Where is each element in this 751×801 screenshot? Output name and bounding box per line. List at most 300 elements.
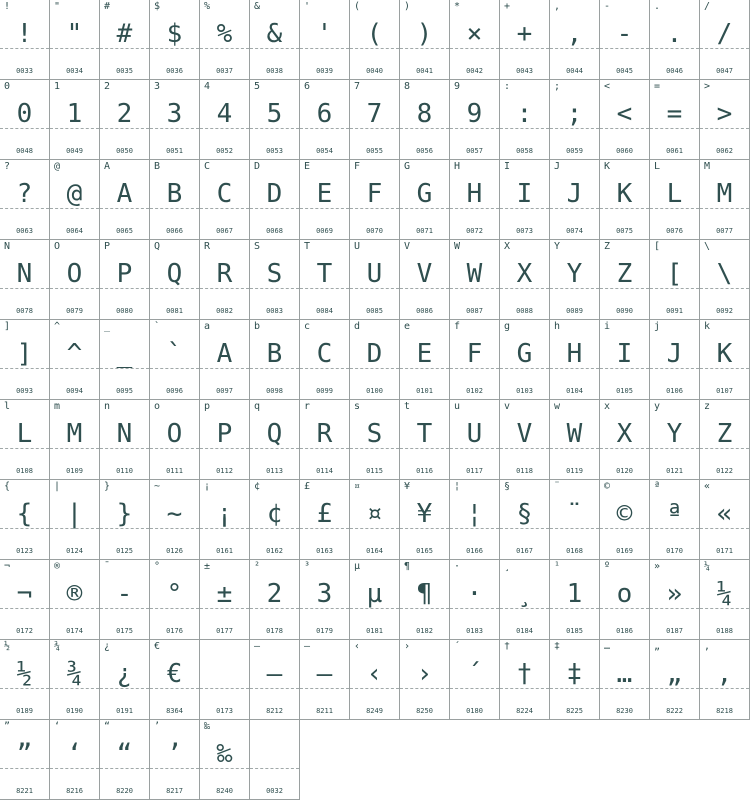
glyph-cell-label: z <box>704 401 711 412</box>
glyph-cell <box>500 480 550 560</box>
glyph-code: 0049 <box>66 147 83 155</box>
glyph-cell-label: & <box>254 1 261 12</box>
glyph-sample: B <box>166 179 183 209</box>
glyph-cell-label: @ <box>54 161 61 172</box>
glyph-code: 0086 <box>416 307 433 315</box>
glyph-sample: ¬ <box>16 579 33 609</box>
glyph-cell-label: e <box>404 321 411 332</box>
glyph-cell-label: 2 <box>104 81 111 92</box>
glyph-cell-label: H <box>454 161 461 172</box>
glyph-cell <box>650 640 700 720</box>
glyph-cell-label: ) <box>404 1 411 12</box>
glyph-code: 0058 <box>516 147 533 155</box>
glyph-code: 0043 <box>516 67 533 75</box>
glyph-cell-label: § <box>504 481 511 492</box>
glyph-cell-label: R <box>204 241 211 252</box>
glyph-code: 0176 <box>166 627 183 635</box>
glyph-cell-label: $ <box>154 1 161 12</box>
glyph-sample: O <box>166 419 183 449</box>
glyph-cell <box>400 320 450 400</box>
glyph-cell <box>700 640 750 720</box>
glyph-code: 8250 <box>416 707 433 715</box>
glyph-code: 0094 <box>66 387 83 395</box>
glyph-sample: I <box>616 339 633 369</box>
glyph-code: 0186 <box>616 627 633 635</box>
glyph-cell-label: 6 <box>304 81 311 92</box>
glyph-cell <box>450 320 500 400</box>
glyph-cell <box>0 480 50 560</box>
glyph-cell <box>0 720 50 800</box>
glyph-sample: K <box>716 339 733 369</box>
glyph-cell-label: ¹ <box>554 561 561 572</box>
glyph-cell <box>350 480 400 560</box>
glyph-sample: + <box>516 19 533 49</box>
glyph-cell <box>700 80 750 160</box>
glyph-code: 8240 <box>216 787 233 795</box>
glyph-code: 0183 <box>466 627 483 635</box>
glyph-code: 0079 <box>66 307 83 315</box>
glyph-cell <box>250 320 300 400</box>
glyph-code: 0171 <box>716 547 733 555</box>
glyph-sample: 2 <box>116 99 133 129</box>
glyph-sample: 3 <box>316 579 333 609</box>
glyph-sample: ' <box>316 19 333 49</box>
glyph-cell-label: d <box>354 321 361 332</box>
glyph-cell-label: > <box>704 81 711 92</box>
glyph-sample: Y <box>566 259 583 289</box>
glyph-cell-label: E <box>304 161 311 172</box>
glyph-cell-label: J <box>554 161 561 172</box>
glyph-cell-label: 7 <box>354 81 361 92</box>
glyph-cell <box>650 0 700 80</box>
glyph-code: 0034 <box>66 67 83 75</box>
glyph-sample: ’ <box>166 739 183 769</box>
glyph-cell-label: ” <box>4 721 11 732</box>
glyph-code: 0044 <box>566 67 583 75</box>
glyph-sample: L <box>666 179 683 209</box>
glyph-code: 0112 <box>216 467 233 475</box>
glyph-sample: × <box>466 19 483 49</box>
glyph-code: 0033 <box>16 67 33 75</box>
glyph-sample: < <box>616 99 633 129</box>
glyph-sample: ° <box>166 579 183 609</box>
glyph-cell-label: — <box>254 641 261 652</box>
glyph-sample: - <box>616 19 633 49</box>
glyph-sample: ! <box>16 19 33 49</box>
glyph-cell <box>600 240 650 320</box>
glyph-sample: R <box>316 419 333 449</box>
glyph-cell-label: k <box>704 321 711 332</box>
glyph-sample: ¤ <box>366 499 383 529</box>
glyph-code: 0072 <box>466 227 483 235</box>
glyph-sample: Z <box>716 419 733 449</box>
glyph-code: 0167 <box>516 547 533 555</box>
glyph-sample: 1 <box>566 579 583 609</box>
glyph-code: 0059 <box>566 147 583 155</box>
glyph-cell <box>250 400 300 480</box>
glyph-cell-label: " <box>54 1 61 12</box>
glyph-sample: ® <box>66 579 83 609</box>
glyph-cell-label: l <box>4 401 11 412</box>
glyph-cell <box>300 480 350 560</box>
glyph-cell <box>300 640 350 720</box>
glyph-sample: , <box>716 659 733 689</box>
glyph-sample: P <box>116 259 133 289</box>
glyph-sample: 8 <box>416 99 433 129</box>
glyph-code: 0070 <box>366 227 383 235</box>
glyph-sample: P <box>216 419 233 449</box>
glyph-cell-label: ’ <box>154 721 161 732</box>
glyph-cell-label: G <box>404 161 411 172</box>
glyph-cell <box>150 560 200 640</box>
glyph-cell <box>300 240 350 320</box>
glyph-cell-label: V <box>404 241 411 252</box>
glyph-cell <box>700 560 750 640</box>
glyph-sample: … <box>616 659 633 689</box>
glyph-cell-label: T <box>304 241 311 252</box>
glyph-sample: " <box>66 19 83 49</box>
glyph-cell-label: ] <box>4 321 11 332</box>
glyph-cell-label: ‡ <box>554 641 561 652</box>
glyph-code: 0091 <box>666 307 683 315</box>
glyph-sample: X <box>516 259 533 289</box>
glyph-code: 0110 <box>116 467 133 475</box>
glyph-cell-label: } <box>104 481 111 492</box>
glyph-code: 0178 <box>266 627 283 635</box>
glyph-sample: [ <box>666 259 683 289</box>
glyph-cell <box>250 480 300 560</box>
glyph-cell <box>450 560 500 640</box>
glyph-code: 0076 <box>666 227 683 235</box>
glyph-sample: « <box>716 499 733 529</box>
glyph-cell <box>300 0 350 80</box>
glyph-cell-label: g <box>504 321 511 332</box>
glyph-sample: Q <box>166 259 183 289</box>
glyph-code: 0187 <box>666 627 683 635</box>
glyph-sample: Z <box>616 259 633 289</box>
glyph-sample: 1 <box>66 99 83 129</box>
glyph-cell-label: y <box>654 401 661 412</box>
glyph-cell <box>0 240 50 320</box>
glyph-cell-label: 5 <box>254 81 261 92</box>
glyph-cell <box>650 160 700 240</box>
glyph-cell-label: t <box>404 401 411 412</box>
glyph-code: 0191 <box>116 707 133 715</box>
glyph-cell-label: ? <box>4 161 11 172</box>
glyph-cell <box>700 320 750 400</box>
glyph-code: 0085 <box>366 307 383 315</box>
glyph-sample: ¡ <box>216 499 233 529</box>
glyph-code: 0098 <box>266 387 283 395</box>
glyph-code: 0116 <box>416 467 433 475</box>
glyph-cell-label: ¼ <box>704 561 711 572</box>
glyph-code: 8230 <box>616 707 633 715</box>
glyph-sample: I <box>516 179 533 209</box>
glyph-cell-label: º <box>604 561 611 572</box>
glyph-code: 0111 <box>166 467 183 475</box>
glyph-cell-label: x <box>604 401 611 412</box>
glyph-code: 0095 <box>116 387 133 395</box>
glyph-code: 0124 <box>66 547 83 555</box>
glyph-cell <box>700 480 750 560</box>
glyph-code: 0121 <box>666 467 683 475</box>
glyph-cell-label: ^ <box>54 321 61 332</box>
glyph-cell-label: o <box>154 401 161 412</box>
glyph-code: 0100 <box>366 387 383 395</box>
glyph-cell <box>600 400 650 480</box>
glyph-sample: T <box>316 259 333 289</box>
glyph-sample: D <box>266 179 283 209</box>
glyph-sample: ^ <box>66 339 83 369</box>
glyph-sample: X <box>616 419 633 449</box>
glyph-code: 0081 <box>166 307 183 315</box>
glyph-sample: R <box>216 259 233 289</box>
glyph-code: 0106 <box>666 387 683 395</box>
glyph-sample: ‡ <box>566 659 583 689</box>
glyph-sample: M <box>66 419 83 449</box>
glyph-code: 0050 <box>116 147 133 155</box>
glyph-code: 0169 <box>616 547 633 555</box>
glyph-code: 0164 <box>366 547 383 555</box>
glyph-cell <box>50 720 100 800</box>
glyph-cell-label: 1 <box>54 81 61 92</box>
glyph-cell <box>500 320 550 400</box>
glyph-cell <box>400 0 450 80</box>
glyph-sample: K <box>616 179 633 209</box>
glyph-cell-label: S <box>254 241 261 252</box>
glyph-cell-label: B <box>154 161 161 172</box>
glyph-cell <box>150 240 200 320</box>
glyph-code: 0093 <box>16 387 33 395</box>
glyph-cell-label: n <box>104 401 111 412</box>
glyph-sample: „ <box>666 659 683 689</box>
glyph-cell <box>50 480 100 560</box>
glyph-sample: D <box>366 339 383 369</box>
glyph-code: 0107 <box>716 387 733 395</box>
glyph-code: 0061 <box>666 147 683 155</box>
glyph-sample: { <box>16 499 33 529</box>
glyph-cell <box>200 640 250 720</box>
glyph-code: 0180 <box>466 707 483 715</box>
glyph-code: 0163 <box>316 547 333 555</box>
glyph-cell <box>550 640 600 720</box>
glyph-sample: # <box>116 19 133 49</box>
glyph-cell-label: . <box>654 1 661 12</box>
glyph-cell <box>250 640 300 720</box>
glyph-cell <box>300 160 350 240</box>
glyph-cell-label: Q <box>154 241 161 252</box>
glyph-cell-label: \ <box>704 241 711 252</box>
glyph-cell-label: µ <box>354 561 361 572</box>
glyph-cell <box>100 720 150 800</box>
glyph-code: 0190 <box>66 707 83 715</box>
glyph-cell <box>100 240 150 320</box>
glyph-sample: A <box>216 339 233 369</box>
glyph-cell <box>300 560 350 640</box>
glyph-code: 0097 <box>216 387 233 395</box>
glyph-code: 8216 <box>66 787 83 795</box>
glyph-cell-label: ¦ <box>454 481 461 492</box>
glyph-code: 0035 <box>116 67 133 75</box>
glyph-sample: - <box>116 579 133 609</box>
glyph-sample: ¼ <box>716 579 733 609</box>
glyph-sample: ¦ <box>466 499 483 529</box>
glyph-cell-label: © <box>604 481 611 492</box>
glyph-code: 0181 <box>366 627 383 635</box>
glyph-cell-label: * <box>454 1 461 12</box>
glyph-code: 8211 <box>316 707 333 715</box>
glyph-cell <box>600 560 650 640</box>
glyph-cell <box>150 320 200 400</box>
glyph-cell-label: / <box>704 1 711 12</box>
glyph-cell-label: ³ <box>304 561 311 572</box>
glyph-cell <box>300 400 350 480</box>
glyph-code: 0118 <box>516 467 533 475</box>
glyph-cell <box>50 400 100 480</box>
glyph-code: 0185 <box>566 627 583 635</box>
glyph-sample: F <box>466 339 483 369</box>
glyph-sample: / <box>716 19 733 49</box>
glyph-code: 0104 <box>566 387 583 395</box>
glyph-code: 0101 <box>416 387 433 395</box>
glyph-code: 0189 <box>16 707 33 715</box>
glyph-code: 8249 <box>366 707 383 715</box>
glyph-code: 0054 <box>316 147 333 155</box>
glyph-sample: M <box>716 179 733 209</box>
glyph-sample: V <box>416 259 433 289</box>
glyph-code: 0039 <box>316 67 333 75</box>
glyph-sample: U <box>466 419 483 449</box>
glyph-sample: ¢ <box>266 499 283 529</box>
glyph-cell <box>100 480 150 560</box>
glyph-code: 0096 <box>166 387 183 395</box>
glyph-cell-label: » <box>654 561 661 572</box>
glyph-cell-label: I <box>504 161 511 172</box>
glyph-cell-label: “ <box>104 721 111 732</box>
glyph-cell <box>600 640 650 720</box>
glyph-code: 0162 <box>266 547 283 555</box>
glyph-cell <box>350 400 400 480</box>
glyph-cell <box>100 160 150 240</box>
glyph-code: 8224 <box>516 707 533 715</box>
glyph-cell-label: ; <box>554 81 561 92</box>
glyph-cell-label: m <box>54 401 61 412</box>
glyph-sample: ‹ <box>366 659 383 689</box>
glyph-cell-label: < <box>604 81 611 92</box>
glyph-cell <box>50 240 100 320</box>
glyph-sample: \ <box>716 259 733 289</box>
glyph-sample: E <box>316 179 333 209</box>
glyph-code: 0102 <box>466 387 483 395</box>
glyph-sample: N <box>16 259 33 289</box>
glyph-cell <box>200 160 250 240</box>
glyph-cell-label: – <box>304 641 311 652</box>
glyph-code: 8217 <box>166 787 183 795</box>
glyph-cell <box>0 400 50 480</box>
glyph-sample: C <box>316 339 333 369</box>
glyph-cell <box>500 560 550 640</box>
glyph-cell <box>0 560 50 640</box>
glyph-cell-label: { <box>4 481 11 492</box>
glyph-cell-label: 0 <box>4 81 11 92</box>
glyph-cell <box>450 240 500 320</box>
glyph-cell <box>650 560 700 640</box>
glyph-code: 0067 <box>216 227 233 235</box>
glyph-code: 0175 <box>116 627 133 635</box>
glyph-cell <box>450 640 500 720</box>
glyph-code: 0055 <box>366 147 383 155</box>
glyph-cell <box>50 0 100 80</box>
glyph-cell-label: ` <box>154 321 161 332</box>
glyph-code: 0032 <box>266 787 283 795</box>
glyph-sample: ¾ <box>66 659 83 689</box>
glyph-cell <box>200 560 250 640</box>
glyph-cell <box>400 240 450 320</box>
glyph-cell <box>0 0 50 80</box>
glyph-sample: G <box>416 179 433 209</box>
glyph-sample: ” <box>16 739 33 769</box>
glyph-sample: “ <box>116 739 133 769</box>
glyph-sample: € <box>166 659 183 689</box>
glyph-code: 0108 <box>16 467 33 475</box>
glyph-cell-label: Y <box>554 241 561 252</box>
glyph-cell <box>150 640 200 720</box>
glyph-cell-label: 4 <box>204 81 211 92</box>
glyph-cell-label: ¶ <box>404 561 411 572</box>
glyph-cell <box>550 160 600 240</box>
glyph-sample: ¥ <box>416 499 433 529</box>
glyph-cell <box>700 400 750 480</box>
glyph-cell-label: ‚ <box>704 641 711 652</box>
glyph-sample: W <box>466 259 483 289</box>
glyph-code: 0060 <box>616 147 633 155</box>
glyph-code: 0062 <box>716 147 733 155</box>
glyph-code: 0174 <box>66 627 83 635</box>
glyph-cell-label: · <box>454 561 461 572</box>
glyph-cell-label: O <box>54 241 61 252</box>
glyph-code: 0080 <box>116 307 133 315</box>
glyph-sample: J <box>566 179 583 209</box>
glyph-code: 8225 <box>566 707 583 715</box>
glyph-cell-label: P <box>104 241 111 252</box>
glyph-code: 8220 <box>116 787 133 795</box>
glyph-sample: B <box>266 339 283 369</box>
glyph-code: 0036 <box>166 67 183 75</box>
glyph-cell-label: c <box>304 321 311 332</box>
glyph-sample: > <box>716 99 733 129</box>
glyph-sample: ¿ <box>116 659 133 689</box>
glyph-code: 0123 <box>16 547 33 555</box>
glyph-code: 0182 <box>416 627 433 635</box>
glyph-sample: – <box>316 659 333 689</box>
glyph-cell <box>250 80 300 160</box>
glyph-sample: E <box>416 339 433 369</box>
glyph-code: 8218 <box>716 707 733 715</box>
glyph-code: 0087 <box>466 307 483 315</box>
glyph-code: 0161 <box>216 547 233 555</box>
glyph-sample: 7 <box>366 99 383 129</box>
glyph-cell-label: i <box>604 321 611 332</box>
glyph-code: 0066 <box>166 227 183 235</box>
glyph-sample: % <box>216 19 233 49</box>
glyph-sample: N <box>116 419 133 449</box>
glyph-code: 0103 <box>516 387 533 395</box>
glyph-sample: ( <box>366 19 383 49</box>
glyph-code: 0126 <box>166 547 183 555</box>
glyph-cell-label: = <box>654 81 661 92</box>
glyph-sample: O <box>66 259 83 289</box>
glyph-cell-label: ¥ <box>404 481 411 492</box>
